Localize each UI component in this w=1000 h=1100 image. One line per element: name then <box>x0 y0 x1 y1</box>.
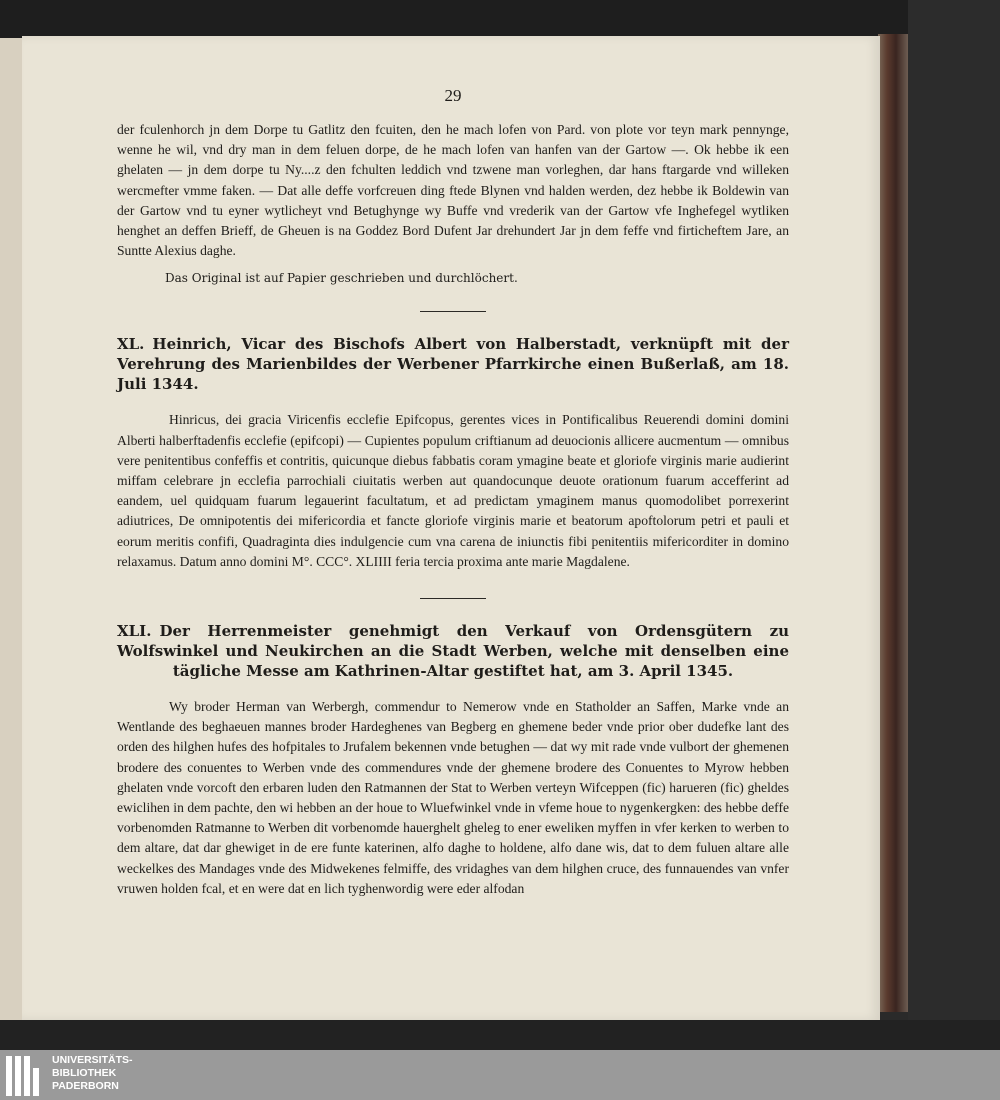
section-xl-heading <box>117 334 789 394</box>
section-divider <box>420 598 486 599</box>
original-note: Das Original ist auf Papier geschrieben und durchlöchert. <box>165 271 518 286</box>
top-paragraph: der fculenhorch jn dem Dorpe tu Gatlitz den fcuiten, den he mach lofen von Pard. von plote vor teyn mark pennynge, wenne he wil, vnd dry man in dem feluen dorpe, de he mach lofen van hanfen van der Gartow —. Ok hebbe ik een ghelaten — jn dem dorpe tu Ny....z den fchulten leddich vnd tzwene man vorleghen, dar hans ftargarde vnd willeken wercmefter vmme faken. — Dat alle deffe vorfcreuen ding ftede Blynen vnd halden werden, dez hebbe ik Boldewin van der Gartow vnd tu eyner wytlicheyt vnd Betughynge wy Buffe vnd vrederik van der Gartow vfe Inghefegel wytliken henghet an deffen Brieff, de Gheuen is na Goddez Bord Dufent Jar drehundert Jar jn dem feffe vnd firticheftem Jare, an Suntte Alexius daghe. <box>117 122 789 259</box>
library-logo-icon <box>6 1056 46 1096</box>
logo-line-1: UNIVERSITÄTS- <box>52 1054 133 1066</box>
library-footer-bar <box>0 1050 1000 1100</box>
book-page <box>22 36 880 1020</box>
section-xli-text: Wy broder Herman van Werbergh, commendur to Nemerow vnde en Statholder an Saffen, Marke vnde an Wentlande des beghaeuen mannes broder Hardeghenes van Begberg en ghemene beder vnde prior ober dudefke lant des orden des hilghen hufes des hofpitales to Jrufalem bekennen vnde betughen — dat wy mit rade vnde vulbort der ghemenen brodere des conuentes to Werben vnde des commendures vnde der ghemene brodere des Conuentes to Myrow hebben ghelaten vnde vorcoft den erbaren luden den Ratmannen der Stat to Werben verteyn Wifceppen (fic) harueren (fic) gheldes ewiclihen in dem pachte, den wi hebben an der houe to Wluefwinkel vnde in vfeme houe to nygenkergken: des hebbe deffe vorbenomden Ratmanne to Werben dit vorbenomde hauerghelt gheleg to ener eweliken myffen in vfer kerken to werben to dem altare, dat dar ghewiget in de ere funte katerinen, alfo daghe to holdene, alfo dane wis, dat to dem fuluen altare alle weckelkes des Mandages vnde des Midwekenes felmiffe, des vridaghes van dem hilghen cruce, des funnauendes van vnfer vruwen holden fcal, et en were dat en lich tyghenwordig were eder alfodan <box>117 699 789 896</box>
library-logo-text <box>52 1054 133 1093</box>
logo-line-2: BIBLIOTHEK <box>52 1067 117 1079</box>
section-xl-title: Heinrich, Vicar des Bischofs Albert von Halberstadt, verknüpft mit der Verehrung des Marienbildes der Werbener Pfarrkirche einen Bußerlaß, am 18. Juli 1344. <box>117 335 789 394</box>
section-xl-text: Hinricus, dei gracia Viricenfis ecclefie Epifcopus, gerentes vices in Pontificalibus Reuerendi domini domini Alberti halberftadenfis ecclefie (epifcopi) — Cupientes populum criftianum ad deuocionis allicere aucmentum — omnibus vere penitentibus confeffis et contritis, quicunque diebus fabbatis coram ymagine beate et gloriofe virginis marie audierint miffam celebrare jn ecclefia parrochiali ciuitatis werben aut quandocunque deuote orationum fuarum accefferint ad eandem, uel quidquam fuarum legauerint facultatum, et ad predictam ymaginem manus quomodolibet porrexerint adiutrices, De omnipotentis dei mifericordia et fancte gloriofe virginis marie et beatorum apoftolorum petri et pauli et eorum meritis confifi, Quadraginta dies indulgencie cum vna carena de iniunctis fibi penitentiis mifericorditer in domino relaxamus. Datum anno domini M°. CCC°. XLIIII feria tercia proxima ante marie Magdalene. <box>117 412 789 569</box>
page-content <box>117 86 789 899</box>
section-xli-heading <box>117 621 789 681</box>
logo-line-3: PADERBORN <box>52 1080 119 1092</box>
section-divider <box>420 311 486 312</box>
previous-page-edge <box>0 38 24 1023</box>
scan-background-bottom <box>0 1020 1000 1050</box>
section-xli-number: XLI. <box>117 622 152 641</box>
scan-background-right <box>908 0 1000 1050</box>
section-xl-number: XL. <box>117 335 145 354</box>
book-binding-edge <box>878 34 908 1012</box>
section-xli-title: Der Herrenmeister genehmigt den Verkauf von Ordensgütern zu Wolfswinkel und Neukirchen an die Stadt Werben, welche mit denselben eine tägliche Messe am Kathrinen-Altar gestiftet hat, am 3. April 1345. <box>117 622 789 681</box>
page-number: 29 <box>444 86 462 105</box>
